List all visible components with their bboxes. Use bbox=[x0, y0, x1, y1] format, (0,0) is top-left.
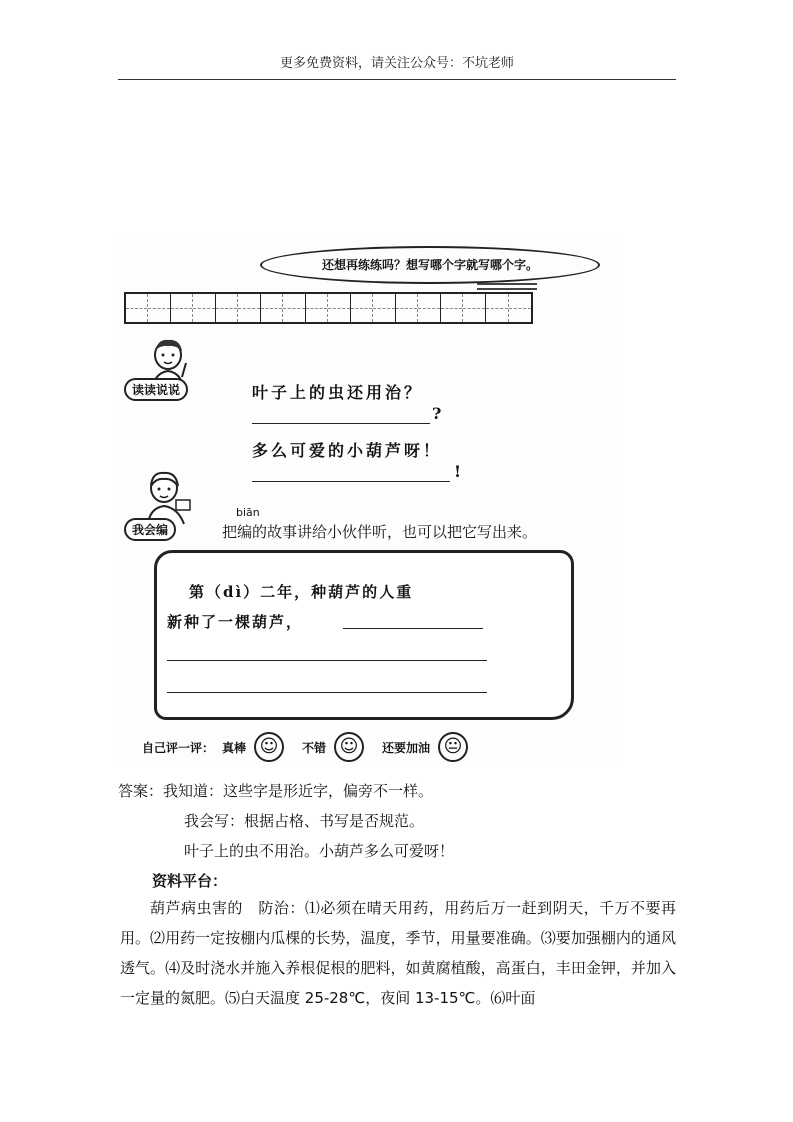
answer-line-text-2: 我会写：根据占格、书写是否规范。 bbox=[184, 812, 425, 830]
answer-line-2[interactable] bbox=[252, 464, 450, 482]
pinyin-bian: biān bbox=[236, 506, 260, 519]
worksheet-image bbox=[112, 238, 617, 768]
story-line-2: 新种了一棵葫芦， bbox=[167, 613, 304, 631]
resource-title: 资料平台： bbox=[152, 872, 228, 890]
grid-cell[interactable] bbox=[171, 294, 216, 322]
question-1: 叶子上的虫还用治？ bbox=[252, 383, 424, 402]
grid-cell[interactable] bbox=[306, 294, 351, 322]
write-instruction: 把编的故事讲给小伙伴听，也可以把它写出来。 bbox=[222, 523, 538, 541]
grid-cell[interactable] bbox=[351, 294, 396, 322]
smiling-face-icon[interactable]: ☺ bbox=[334, 732, 364, 762]
answer-line-text-3: 叶子上的虫不用治。小葫芦多么可爱呀！ bbox=[184, 842, 455, 860]
eval-more-label: 还要加油 bbox=[382, 740, 431, 755]
question-2: 多么可爱的小葫芦呀！ bbox=[252, 441, 443, 460]
bubble-decoration bbox=[477, 280, 537, 290]
writing-grid bbox=[124, 292, 533, 324]
neutral-face-icon[interactable]: 😐 bbox=[438, 732, 468, 762]
grid-cell[interactable] bbox=[441, 294, 486, 322]
grid-cell[interactable] bbox=[216, 294, 261, 322]
laughing-face-icon[interactable]: ☺ bbox=[254, 732, 284, 762]
story-answer-line-1[interactable] bbox=[343, 611, 483, 629]
read-and-speak-tag: 读读说说 bbox=[124, 378, 188, 401]
grid-cell[interactable] bbox=[396, 294, 441, 322]
i-can-write-tag: 我会编 bbox=[124, 518, 176, 541]
answer-line-1[interactable] bbox=[252, 406, 430, 424]
grid-cell[interactable] bbox=[486, 294, 531, 322]
page-header: 更多免费资料，请关注公众号：不坑老师 bbox=[118, 52, 676, 80]
story-answer-line-3[interactable] bbox=[167, 675, 487, 693]
question-mark: ? bbox=[432, 404, 442, 423]
eval-good-label: 不错 bbox=[302, 740, 327, 755]
answer-line-text-1: 答案：我知道：这些字是形近字，偏旁不一样。 bbox=[118, 782, 434, 800]
exclamation-mark: ! bbox=[454, 462, 462, 481]
story-scroll-frame bbox=[154, 550, 574, 720]
story-line-1: 第（dì）二年，种葫芦的人重 bbox=[189, 583, 414, 601]
self-evaluation bbox=[142, 732, 478, 762]
resource-paragraph: 葫芦病虫害的 防治：⑴必须在晴天用药，用药后万一赶到阴天，千万不要再用。⑵用药一定按棚内瓜棵的长势，温度，季节，用量要准确。⑶要加强棚内的通风透气。⑷及时浇水并施入养根促根的肥料，如黄腐植酸，高蛋白，丰田金钾，并加入一定量的氮肥。⑸白天温度 25-28℃，夜间 13-15℃。⑹叶面 bbox=[120, 899, 676, 1007]
child-writing-icon bbox=[136, 466, 196, 526]
eval-label: 自己评一评： bbox=[142, 740, 215, 755]
speech-bubble: 还想再练练吗？想写哪个字就写哪个字。 bbox=[260, 246, 600, 284]
story-answer-line-2[interactable] bbox=[167, 643, 487, 661]
grid-cell[interactable] bbox=[126, 294, 171, 322]
grid-cell[interactable] bbox=[261, 294, 306, 322]
eval-great-label: 真棒 bbox=[222, 740, 247, 755]
